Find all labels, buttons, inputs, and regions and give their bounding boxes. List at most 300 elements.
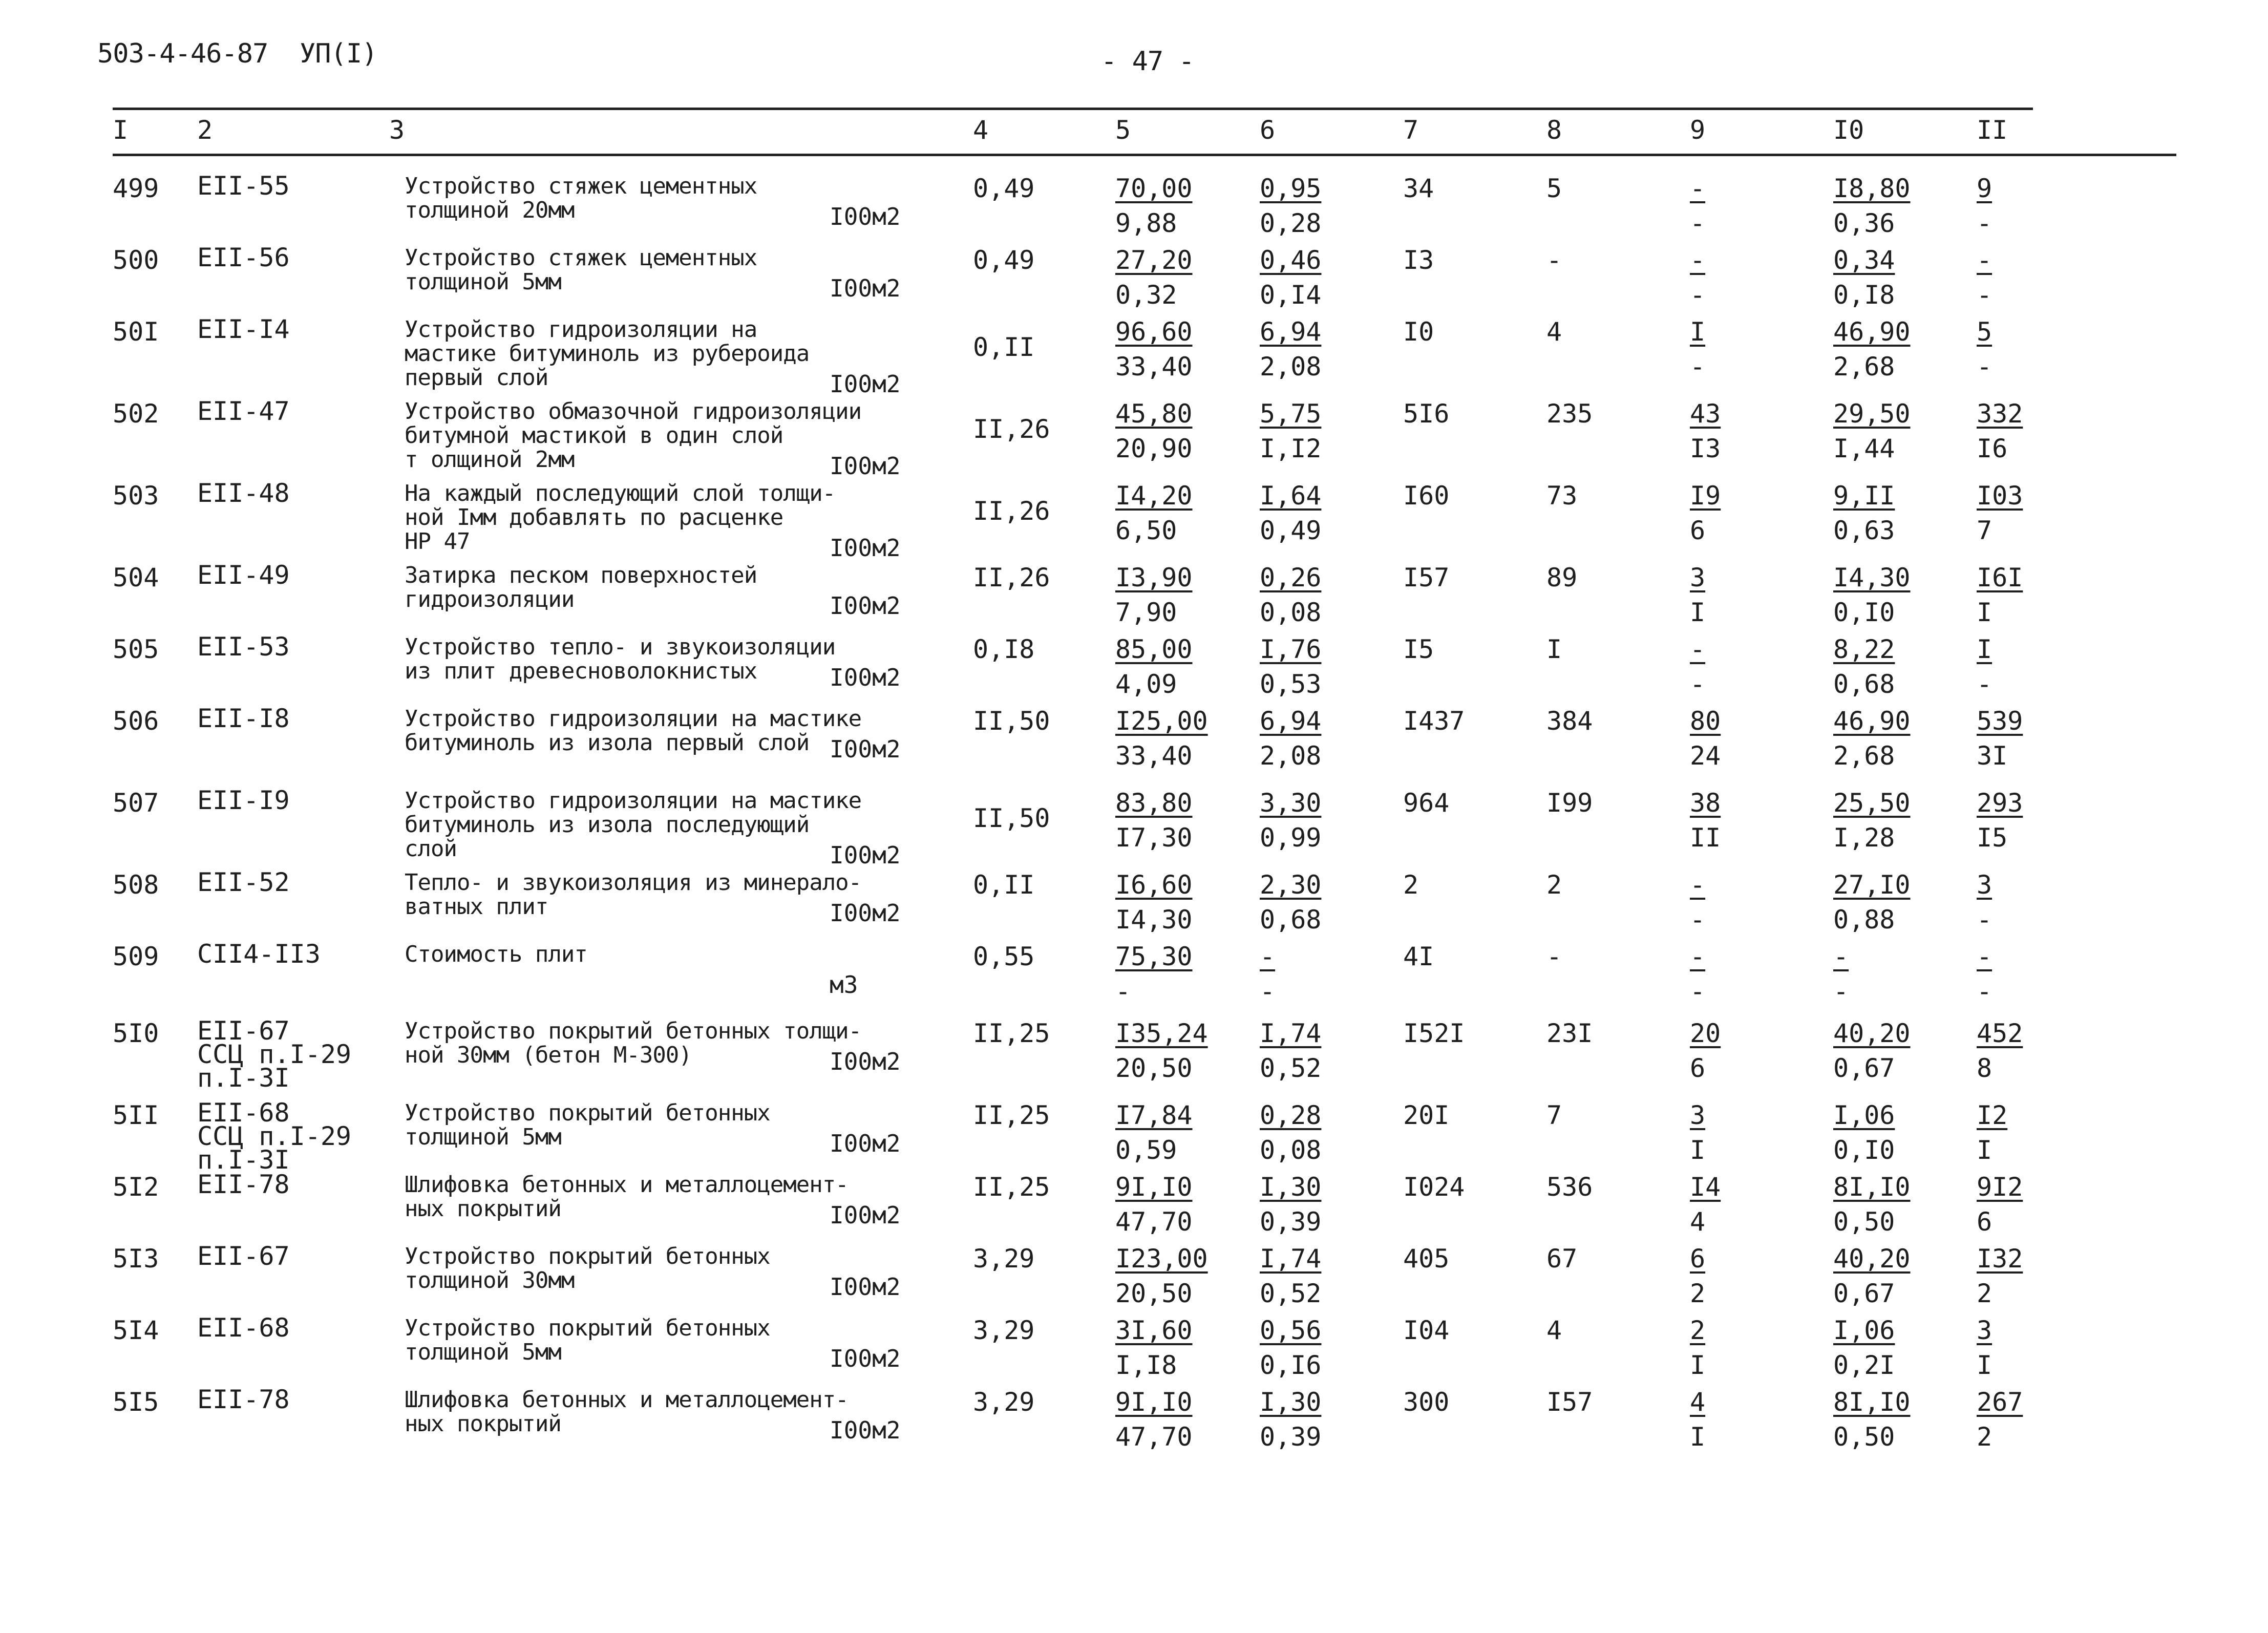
work-description: Тепло- и звукоизоляция из минерало- ватных плит xyxy=(405,869,862,920)
col9-bottom: - xyxy=(1690,352,1706,381)
col8: 4 xyxy=(1546,317,1562,347)
table-header-rule xyxy=(113,154,2176,156)
col10-bottom: 0,I0 xyxy=(1833,598,1895,627)
col9-bottom: II xyxy=(1690,823,1721,853)
table-row xyxy=(0,396,2268,480)
col9-top: I4 xyxy=(1690,1172,1721,1202)
page-number: - 47 - xyxy=(1101,46,1194,77)
col9-bottom: - xyxy=(1690,280,1706,310)
row-number: 509 xyxy=(113,942,159,971)
quantity: 0,49 xyxy=(973,174,1035,203)
quantity: 0,I8 xyxy=(973,634,1035,664)
col6-top: - xyxy=(1260,942,1276,971)
work-description: Устройство покрытий бетонных толщи- ной 30мм (бетон М-300) xyxy=(405,1018,862,1068)
rate-code: EII-52 xyxy=(197,867,290,897)
rate-code: EII-78 xyxy=(197,1170,290,1199)
row-number: 506 xyxy=(113,706,159,736)
rate-code: EII-67 xyxy=(197,1241,290,1271)
col6-bottom: 2,08 xyxy=(1260,352,1322,381)
rate-code: EII-I9 xyxy=(197,786,290,815)
row-number: 503 xyxy=(113,481,159,511)
col10-top: 25,50 xyxy=(1833,788,1911,818)
row-number: 504 xyxy=(113,563,159,592)
work-description: Устройство покрытий бетонных толщиной 5мм xyxy=(405,1100,770,1150)
col5-top: 9I,I0 xyxy=(1115,1172,1193,1202)
col6-top: 6,94 xyxy=(1260,706,1322,736)
quantity: 0,II xyxy=(973,870,1035,900)
unit: I00м2 xyxy=(830,841,901,869)
table-row xyxy=(0,560,2268,635)
col6-bottom: 0,53 xyxy=(1260,669,1322,699)
col6-top: 6,94 xyxy=(1260,317,1322,347)
work-description: На каждый последующий слой толщи- ной Iмм добавлять по расценке НР 47 xyxy=(405,480,836,555)
column-number: 5 xyxy=(1115,115,1131,145)
col5-top: 75,30 xyxy=(1115,942,1193,971)
col10-top: 40,20 xyxy=(1833,1244,1911,1274)
col7: I57 xyxy=(1403,563,1450,592)
col5-bottom: I4,30 xyxy=(1115,905,1193,935)
col8: 7 xyxy=(1546,1100,1562,1130)
unit: I00м2 xyxy=(830,1201,901,1229)
col6-bottom: 0,I6 xyxy=(1260,1350,1322,1380)
quantity: II,26 xyxy=(973,563,1050,592)
col9-top: 20 xyxy=(1690,1019,1721,1048)
col7: I52I xyxy=(1403,1019,1465,1048)
work-description: Устройство гидроизоляции на мастике битуминоль из изола последующий слой xyxy=(405,788,862,862)
col6-top: 3,30 xyxy=(1260,788,1322,818)
col6-bottom: I,I2 xyxy=(1260,434,1322,463)
col11-bottom: - xyxy=(1977,280,1993,310)
col11-top: 332 xyxy=(1977,399,2023,429)
col8: 73 xyxy=(1546,481,1578,511)
col8: 235 xyxy=(1546,399,1593,429)
col11-top: 3 xyxy=(1977,1316,1993,1345)
col9-top: I9 xyxy=(1690,481,1721,511)
rate-code: EII-68 ССЦ п.I-29 п.I-3I xyxy=(197,1098,352,1175)
col5-bottom: I7,30 xyxy=(1115,823,1193,853)
col6-bottom: - xyxy=(1260,977,1276,1006)
col9-top: - xyxy=(1690,870,1706,900)
col9-top: 38 xyxy=(1690,788,1721,818)
doc-code: 503-4-46-87 xyxy=(97,38,268,69)
col5-bottom: I,I8 xyxy=(1115,1350,1177,1380)
rate-code: EII-56 xyxy=(197,243,290,272)
col11-bottom: 7 xyxy=(1977,516,1993,545)
quantity: II,26 xyxy=(973,414,1050,444)
col11-bottom: 2 xyxy=(1977,1279,1993,1308)
col5-top: 70,00 xyxy=(1115,174,1193,203)
col5-top: I3,90 xyxy=(1115,563,1193,592)
col5-bottom: 9,88 xyxy=(1115,208,1177,238)
col5-top: I6,60 xyxy=(1115,870,1193,900)
table-row xyxy=(0,867,2268,942)
col5-bottom: 7,90 xyxy=(1115,598,1177,627)
col5-top: 83,80 xyxy=(1115,788,1193,818)
unit: I00м2 xyxy=(830,1273,901,1301)
album-code: УП(I) xyxy=(300,38,377,69)
row-number: 5I2 xyxy=(113,1172,159,1202)
col7: 4I xyxy=(1403,942,1434,971)
col6-bottom: 0,68 xyxy=(1260,905,1322,935)
unit: I00м2 xyxy=(830,1416,901,1444)
col7: 34 xyxy=(1403,174,1434,203)
col5-top: 45,80 xyxy=(1115,399,1193,429)
col10-bottom: 0,50 xyxy=(1833,1207,1895,1237)
col11-top: I6I xyxy=(1977,563,2023,592)
col8: 384 xyxy=(1546,706,1593,736)
work-description: Устройство гидроизоляции на мастике битуминоль из изола первый слой xyxy=(405,706,862,756)
col9-bottom: 4 xyxy=(1690,1207,1706,1237)
quantity: 0,49 xyxy=(973,245,1035,275)
col6-bottom: 0,49 xyxy=(1260,516,1322,545)
rate-code: EII-53 xyxy=(197,632,290,662)
col9-top: 80 xyxy=(1690,706,1721,736)
col11-bottom: - xyxy=(1977,905,1993,935)
col11-bottom: I xyxy=(1977,1135,1993,1165)
col8: 67 xyxy=(1546,1244,1578,1274)
col7: 5I6 xyxy=(1403,399,1450,429)
col9-bottom: - xyxy=(1690,669,1706,699)
col10-top: 8,22 xyxy=(1833,634,1895,664)
table-row xyxy=(0,1170,2268,1244)
col5-bottom: 6,50 xyxy=(1115,516,1177,545)
work-description: Устройство покрытий бетонных толщиной 30мм xyxy=(405,1243,770,1293)
table-row xyxy=(0,1098,2268,1175)
col11-bottom: I6 xyxy=(1977,434,2008,463)
col5-top: I23,00 xyxy=(1115,1244,1208,1274)
col8: 2 xyxy=(1546,870,1562,900)
col11-top: 267 xyxy=(1977,1387,2023,1417)
quantity: II,25 xyxy=(973,1019,1050,1048)
col5-top: 85,00 xyxy=(1115,634,1193,664)
work-description: Устройство гидроизоляции на мастике битуминоль из рубероида первый слой xyxy=(405,316,810,391)
table-row xyxy=(0,243,2268,317)
row-number: 5I0 xyxy=(113,1019,159,1048)
col10-top: 27,I0 xyxy=(1833,870,1911,900)
col11-bottom: 8 xyxy=(1977,1053,1993,1083)
col10-top: 46,90 xyxy=(1833,706,1911,736)
rate-code: EII-48 xyxy=(197,478,290,508)
col5-bottom: 0,59 xyxy=(1115,1135,1177,1165)
col7: 2 xyxy=(1403,870,1419,900)
col11-top: 3 xyxy=(1977,870,1993,900)
col5-bottom: 47,70 xyxy=(1115,1207,1193,1237)
rate-code: EII-55 xyxy=(197,171,290,201)
column-number: 7 xyxy=(1403,115,1419,145)
quantity: II,25 xyxy=(973,1100,1050,1130)
col8: I xyxy=(1546,634,1562,664)
column-number: 6 xyxy=(1260,115,1276,145)
col5-top: I35,24 xyxy=(1115,1019,1208,1048)
col11-top: - xyxy=(1977,245,1993,275)
unit: I00м2 xyxy=(830,899,901,927)
col9-top: 3 xyxy=(1690,563,1706,592)
column-number: 8 xyxy=(1546,115,1562,145)
col5-bottom: 33,40 xyxy=(1115,741,1193,771)
column-number: I xyxy=(113,115,129,145)
col10-top: I4,30 xyxy=(1833,563,1911,592)
column-number: 2 xyxy=(197,115,213,145)
col9-top: I xyxy=(1690,317,1706,347)
quantity: II,50 xyxy=(973,706,1050,736)
col6-bottom: 0,39 xyxy=(1260,1207,1322,1237)
col10-top: 8I,I0 xyxy=(1833,1387,1911,1417)
col6-top: I,64 xyxy=(1260,481,1322,511)
table-row xyxy=(0,1385,2268,1459)
col11-bottom: - xyxy=(1977,352,1993,381)
col7: I5 xyxy=(1403,634,1434,664)
col10-top: 29,50 xyxy=(1833,399,1911,429)
col9-bottom: I xyxy=(1690,1422,1706,1452)
col6-top: 0,56 xyxy=(1260,1316,1322,1345)
col8: 23I xyxy=(1546,1019,1593,1048)
col5-top: 9I,I0 xyxy=(1115,1387,1193,1417)
col10-bottom: 0,2I xyxy=(1833,1350,1895,1380)
quantity: 3,29 xyxy=(973,1387,1035,1417)
row-number: 499 xyxy=(113,174,159,203)
col6-bottom: 0,08 xyxy=(1260,598,1322,627)
col11-top: 452 xyxy=(1977,1019,2023,1048)
col11-bottom: - xyxy=(1977,977,1993,1006)
col5-bottom: 33,40 xyxy=(1115,352,1193,381)
col8: 536 xyxy=(1546,1172,1593,1202)
col7: 405 xyxy=(1403,1244,1450,1274)
rate-code: EII-78 xyxy=(197,1385,290,1414)
col7: I04 xyxy=(1403,1316,1450,1345)
col10-top: 0,34 xyxy=(1833,245,1895,275)
col9-top: 2 xyxy=(1690,1316,1706,1345)
col7: I024 xyxy=(1403,1172,1465,1202)
col11-bottom: I5 xyxy=(1977,823,2008,853)
col10-bottom: 0,88 xyxy=(1833,905,1895,935)
quantity: 0,55 xyxy=(973,942,1035,971)
col11-bottom: 6 xyxy=(1977,1207,1993,1237)
work-description: Устройство обмазочной гидроизоляции битумной мастикой в один слой т олщиной 2мм xyxy=(405,398,862,473)
work-description: Шлифовка бетонных и металлоцемент- ных покрытий xyxy=(405,1387,849,1437)
unit: I00м2 xyxy=(830,664,901,691)
col11-bottom: 3I xyxy=(1977,741,2008,771)
col5-top: I7,84 xyxy=(1115,1100,1193,1130)
col9-bottom: I xyxy=(1690,598,1706,627)
col6-top: 0,28 xyxy=(1260,1100,1322,1130)
col7: I3 xyxy=(1403,245,1434,275)
col5-bottom: 4,09 xyxy=(1115,669,1177,699)
row-number: 5II xyxy=(113,1100,159,1130)
column-number: II xyxy=(1977,115,2008,145)
row-number: 502 xyxy=(113,399,159,429)
col5-top: I25,00 xyxy=(1115,706,1208,736)
col11-top: 9 xyxy=(1977,174,1993,203)
col6-bottom: 0,52 xyxy=(1260,1053,1322,1083)
quantity: 3,29 xyxy=(973,1244,1035,1274)
col10-top: I8,80 xyxy=(1833,174,1911,203)
table-row xyxy=(0,939,2268,1014)
col10-bottom: 0,50 xyxy=(1833,1422,1895,1452)
col8: - xyxy=(1546,245,1562,275)
col11-top: I32 xyxy=(1977,1244,2023,1274)
col11-bottom: 2 xyxy=(1977,1422,1993,1452)
col9-top: 4 xyxy=(1690,1387,1706,1417)
col6-bottom: 0,99 xyxy=(1260,823,1322,853)
col9-bottom: 6 xyxy=(1690,1053,1706,1083)
rate-code: EII-68 xyxy=(197,1313,290,1343)
col6-top: I,30 xyxy=(1260,1387,1322,1417)
col11-bottom: I xyxy=(1977,598,1993,627)
work-description: Устройство стяжек цементных толщиной 20мм xyxy=(405,173,757,223)
col10-top: I,06 xyxy=(1833,1100,1895,1130)
col5-top: 27,20 xyxy=(1115,245,1193,275)
col11-top: - xyxy=(1977,942,1993,971)
unit: I00м2 xyxy=(830,534,901,562)
work-description: Шлифовка бетонных и металлоцемент- ных покрытий xyxy=(405,1172,849,1222)
col10-top: 8I,I0 xyxy=(1833,1172,1911,1202)
rate-code: EII-I8 xyxy=(197,704,290,733)
col11-top: I2 xyxy=(1977,1100,2008,1130)
col8: I57 xyxy=(1546,1387,1593,1417)
col6-top: I,30 xyxy=(1260,1172,1322,1202)
col6-bottom: 0,52 xyxy=(1260,1279,1322,1308)
col8: 89 xyxy=(1546,563,1578,592)
col6-top: 0,26 xyxy=(1260,563,1322,592)
col8: - xyxy=(1546,942,1562,971)
col11-top: 539 xyxy=(1977,706,2023,736)
col10-bottom: I,44 xyxy=(1833,434,1895,463)
table-row xyxy=(0,786,2268,869)
work-description: Затирка песком поверхностей гидроизоляции xyxy=(405,562,757,612)
col9-top: - xyxy=(1690,634,1706,664)
column-number: 3 xyxy=(389,115,405,145)
col9-bottom: - xyxy=(1690,905,1706,935)
col10-bottom: 0,67 xyxy=(1833,1053,1895,1083)
rate-code: EII-I4 xyxy=(197,314,290,344)
col6-top: I,74 xyxy=(1260,1244,1322,1274)
col9-bottom: 2 xyxy=(1690,1279,1706,1308)
col11-bottom: - xyxy=(1977,208,1993,238)
col6-top: I,74 xyxy=(1260,1019,1322,1048)
col11-top: 293 xyxy=(1977,788,2023,818)
table-row xyxy=(0,632,2268,707)
row-number: 5I3 xyxy=(113,1244,159,1274)
col10-bottom: 0,68 xyxy=(1833,669,1895,699)
rate-code: EII-47 xyxy=(197,396,290,426)
col9-bottom: I3 xyxy=(1690,434,1721,463)
work-description: Устройство стяжек цементных толщиной 5мм xyxy=(405,245,757,295)
table-row xyxy=(0,704,2268,778)
row-number: 507 xyxy=(113,788,159,818)
col11-bottom: - xyxy=(1977,669,1993,699)
row-number: 500 xyxy=(113,245,159,275)
col5-bottom: 20,50 xyxy=(1115,1279,1193,1308)
col10-top: 40,20 xyxy=(1833,1019,1911,1048)
col9-bottom: - xyxy=(1690,977,1706,1006)
col9-bottom: I xyxy=(1690,1135,1706,1165)
col6-bottom: 2,08 xyxy=(1260,741,1322,771)
col6-top: 2,30 xyxy=(1260,870,1322,900)
col10-top: - xyxy=(1833,942,1849,971)
unit: I00м2 xyxy=(830,1048,901,1075)
col9-top: - xyxy=(1690,245,1706,275)
col11-top: 9I2 xyxy=(1977,1172,2023,1202)
row-number: 5I5 xyxy=(113,1387,159,1417)
col6-bottom: 0,I4 xyxy=(1260,280,1322,310)
col6-top: 5,75 xyxy=(1260,399,1322,429)
col10-top: I,06 xyxy=(1833,1316,1895,1345)
col9-top: 3 xyxy=(1690,1100,1706,1130)
col11-top: I xyxy=(1977,634,1993,664)
table-row xyxy=(0,478,2268,562)
col9-bottom: 6 xyxy=(1690,516,1706,545)
unit: I00м2 xyxy=(830,592,901,620)
unit: м3 xyxy=(830,971,858,999)
col7: I0 xyxy=(1403,317,1434,347)
col9-top: - xyxy=(1690,942,1706,971)
column-number: 9 xyxy=(1690,115,1706,145)
rate-code: EII-49 xyxy=(197,560,290,590)
row-number: 505 xyxy=(113,634,159,664)
col5-top: 96,60 xyxy=(1115,317,1193,347)
col6-top: 0,46 xyxy=(1260,245,1322,275)
col9-top: - xyxy=(1690,174,1706,203)
col7: 300 xyxy=(1403,1387,1450,1417)
rate-code: CII4-II3 xyxy=(197,939,321,969)
col8: 4 xyxy=(1546,1316,1562,1345)
col10-bottom: I,28 xyxy=(1833,823,1895,853)
col7: I60 xyxy=(1403,481,1450,511)
col10-bottom: 2,68 xyxy=(1833,352,1895,381)
col5-top: 3I,60 xyxy=(1115,1316,1193,1345)
work-description: Устройство тепло- и звукоизоляции из плит древесноволокнистых xyxy=(405,634,836,684)
unit: I00м2 xyxy=(830,274,901,302)
column-number: I0 xyxy=(1833,115,1864,145)
col5-bottom: 20,50 xyxy=(1115,1053,1193,1083)
col8: I99 xyxy=(1546,788,1593,818)
col10-top: 46,90 xyxy=(1833,317,1911,347)
col5-top: I4,20 xyxy=(1115,481,1193,511)
col7: I437 xyxy=(1403,706,1465,736)
column-number: 4 xyxy=(973,115,989,145)
col10-bottom: 0,63 xyxy=(1833,516,1895,545)
col5-bottom: 47,70 xyxy=(1115,1422,1193,1452)
col7: 964 xyxy=(1403,788,1450,818)
col6-top: I,76 xyxy=(1260,634,1322,664)
col10-bottom: 0,I8 xyxy=(1833,280,1895,310)
col10-top: 9,II xyxy=(1833,481,1895,511)
col11-top: 5 xyxy=(1977,317,1993,347)
unit: I00м2 xyxy=(830,203,901,230)
table-row xyxy=(0,1241,2268,1316)
table-top-rule xyxy=(113,108,2033,110)
row-number: 5I4 xyxy=(113,1316,159,1345)
col6-top: 0,95 xyxy=(1260,174,1322,203)
rate-code: EII-67 ССЦ п.I-29 п.I-3I xyxy=(197,1016,352,1093)
table-row xyxy=(0,1016,2268,1093)
col10-bottom: 0,67 xyxy=(1833,1279,1895,1308)
col6-bottom: 0,08 xyxy=(1260,1135,1322,1165)
col10-bottom: 0,36 xyxy=(1833,208,1895,238)
table-row xyxy=(0,171,2268,246)
col9-bottom: - xyxy=(1690,208,1706,238)
unit: I00м2 xyxy=(830,370,901,398)
col9-bottom: 24 xyxy=(1690,741,1721,771)
quantity: II,50 xyxy=(973,803,1050,833)
work-description: Устройство покрытий бетонных толщиной 5мм xyxy=(405,1315,770,1365)
col8: 5 xyxy=(1546,174,1562,203)
unit: I00м2 xyxy=(830,735,901,763)
col11-bottom: I xyxy=(1977,1350,1993,1380)
unit: I00м2 xyxy=(830,1130,901,1157)
col5-bottom: 20,90 xyxy=(1115,434,1193,463)
col10-bottom: 2,68 xyxy=(1833,741,1895,771)
